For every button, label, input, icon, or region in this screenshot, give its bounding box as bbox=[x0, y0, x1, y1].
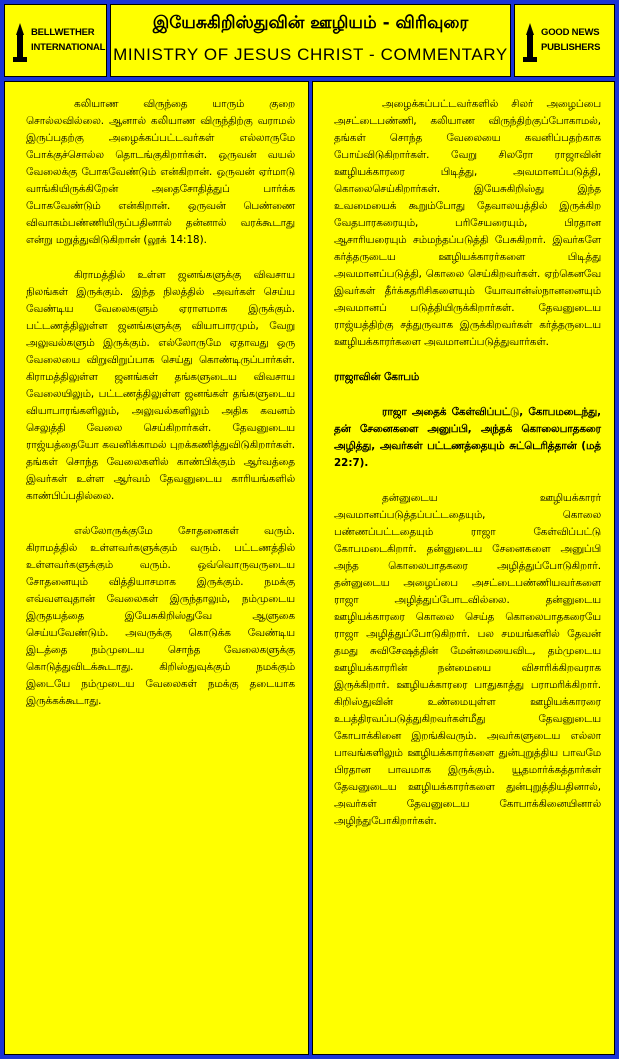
paragraph: எல்லோருக்குமே சோதனைகள் வரும். கிராமத்தில் உள்ளவர்களுக்கும் வரும். பட்டணத்தில் உள்ளவர்களுக்கும் வரும். ஒவ்வொருவருடைய சோதனையும் வித்தியாசமாக இருக்கும். நமக்கு எவ்வளவுதான் வேலைகள் இருந்தாலும், நம்முடைய இருதயத்தை இயேசுகிறிஸ்துவே ஆளுகை செய்யவேண்டும். அவருக்கு கொடுக்க வேண்டிய இடத்தை நம்முடைய சொந்த வேலைகளுக்கு கொடுத்துவிடக்கூடாது. கிறிஸ்துவுக்கும் நமக்கும் இடையே நம்முடைய வேலைகள் நமக்கு தடையாக இருக்கக்கூடாது. bbox=[26, 525, 295, 707]
publisher-logo-left bbox=[4, 4, 107, 77]
page-title-english: MINISTRY OF JESUS CHRIST - COMMENTARY bbox=[113, 45, 508, 64]
paragraph: அழைக்கப்பட்டவர்களில் சிலர் அழைப்பை அசட்டைபண்ணி, கலியாண விருந்திற்குப்போகாமல், தங்கள் சொந்த வேலையை கவனிப்பதற்காக போய்விடுகிறார்கள். வேறு சிலரோ ராஜாவின் ஊழியக்காரரை பிடித்து, அவமானப்படுத்தி, கொலைசெய்கிறார்கள். இயேசுகிறிஸ்து இந்த உவமையைக் கூறும்போது தேவாலயத்தில் இருக்கிற வேதபாரகரையும், பரிசேயரையும், பிரதான ஆசாரியரையும் சம்மந்தப்படுத்தி பேசுகிறார். இவர்களே கர்த்தருடைய ஊழியக்காரர்களை பிடித்து அவமானப்படுத்தி, கொலை செய்கிறவர்கள். ஏற்கெனவே இவர்கள் தீர்க்கதரிசிகளையும் யோவான்ஸ்நானனையும் அவமானப் படுத்தியிருக்கிறார்கள். தேவனுடைய ராஜ்யத்திற்கு சத்துருவாக இருக்கிறவர்கள் கர்த்தருடைய ஊழியக்காரர்களை அவமானப்படுத்துவார்கள். bbox=[334, 98, 601, 348]
bell-tower-icon bbox=[11, 23, 29, 63]
logo-left-line2: INTERNATIONAL bbox=[31, 42, 106, 53]
bell-tower-icon bbox=[521, 23, 539, 63]
logo-right-line1: GOOD NEWS bbox=[541, 27, 600, 38]
paragraph: கலியாண விருந்தை யாரும் குறை சொல்லவில்லை. ஆனால் கலியாண விருந்திற்கு வராமல் இருப்பதற்கு அழைக்கப்பட்டவர்கள் எல்லாருமே போக்குச்சொல்ல தொடங்குகிறார்கள். ஒருவன் வயல் வேலைக்கு போகவேண்டும் என்கிறான். ஒருவன் ஏர்மாடு வாங்கியிருக்கிறேன் அதைசோதித்துப் பார்க்க போகவேண்டும் என்கிறான். ஒருவன் பெண்ணை விவாகம்பண்ணியிருப்பதினால் தன்னால் வரக்கூடாது என்று மறுத்துவிடுகிறான் (லூக் 14:18). bbox=[26, 98, 295, 246]
page-title-tamil: இயேசுகிறிஸ்துவின் ஊழியம் - விரிவுரை bbox=[152, 13, 469, 33]
section-heading: ராஜாவின் கோபம் bbox=[334, 371, 420, 383]
publisher-logo-right bbox=[514, 4, 615, 77]
good-news-logo bbox=[521, 21, 613, 65]
paragraph: கிராமத்தில் உள்ள ஜனங்களுக்கு விவசாய நிலங்கள் இருக்கும். இந்த நிலத்தில் அவர்கள் செய்ய வேண்டிய வேலைகளும் ஏராளமாக இருக்கும். பட்டணத்திலுள்ள ஜனங்களுக்கு வியாபாரமும், வேறு அலுவல்களும் இருக்கும். எல்லோருமே ஏதாவது ஒரு வேலையை விறுவிறுப்பாக செய்து கொண்டிருப்பார்கள். கிராமத்திலுள்ள ஜனங்கள் தங்களுடைய விவசாய வேலையிலும், பட்டணத்திலுள்ள ஜனங்கள் தங்களுடைய வியாபாரங்களிலும், அலுவல்களிலும் அதிக கவனம் செலுத்தி வேலை செய்கிறார்கள். தேவனுடைய ராஜ்யத்தையோ கவனிக்காமல் புறக்கணித்துவிடுகிறார்கள். தங்கள் சொந்த வேலைகளில் காண்பிக்கும் ஆர்வத்தை இவர்கள் உள்ள ஆர்வம் தேவனுடைய காரியங்களில் காண்பிப்பதில்லை. bbox=[26, 269, 295, 502]
right-column bbox=[312, 81, 615, 1055]
page-header bbox=[110, 4, 511, 77]
logo-right-line2: PUBLISHERS bbox=[541, 42, 601, 53]
scripture-quote: ராஜா அதைக் கேள்விப்பட்டு, கோபமடைந்து, தன் சேனைகளை அனுப்பி, அந்தக் கொலைபாதகரை அழித்து, அவர்கள் பட்டணத்தையும் சுட்டெரித்தான் (மத் 22:7). bbox=[334, 406, 601, 469]
logo-left-line1: BELLWETHER bbox=[31, 27, 95, 38]
left-column bbox=[4, 81, 309, 1055]
paragraph: தன்னுடைய ஊழியக்காரர் அவமானப்படுத்தப்பட்டதையும், கொலை பண்ணப்பட்டதையும் ராஜா கேள்விப்பட்டு கோபமடைகிறார். தன்னுடைய சேனைகளை அனுப்பி அந்த கொலைபாதகரை அழித்துப்போடுகிறார். தன்னுடைய அழைப்பை அசட்டைபண்ணியவர்களை ராஜா அழித்துப்போடவில்லை. தன்னுடைய ஊழியக்காரரை கொலை செய்த கொலைபாதகரையே ராஜா அழித்துப்போடுகிறார். பல சமயங்களில் தேவன் தமது சுவிசேஷத்தின் மேன்மையைவிட, தம்முடைய ஊழியக்காரரின் நன்மையை விசாரிக்கிறவராக இருக்கிறார். ஊழியக்காரரை பாதுகாத்து பராமரிக்கிறார். கிறிஸ்துவின் உண்மையுள்ள ஊழியக்காரரை உபத்திரவப்படுத்துகிறவர்கள்மீது தேவனுடைய கோபாக்கினை இறங்கிவரும். அவர்களுடைய எல்லா பாவங்களிலும் ஊழியக்காரர்களை துன்புறுத்திய பாவமே பிரதான பாவமாக இருக்கும். யூதமார்க்கத்தார்கள் தேவனுடைய ஊழியக்காரர்களை துன்புறுத்தியதினால், அவர்கள் தேவனுடைய கோபாக்கினையினால் அழிந்துபோகிறார்கள். bbox=[334, 492, 601, 827]
bellwether-logo bbox=[11, 21, 106, 65]
